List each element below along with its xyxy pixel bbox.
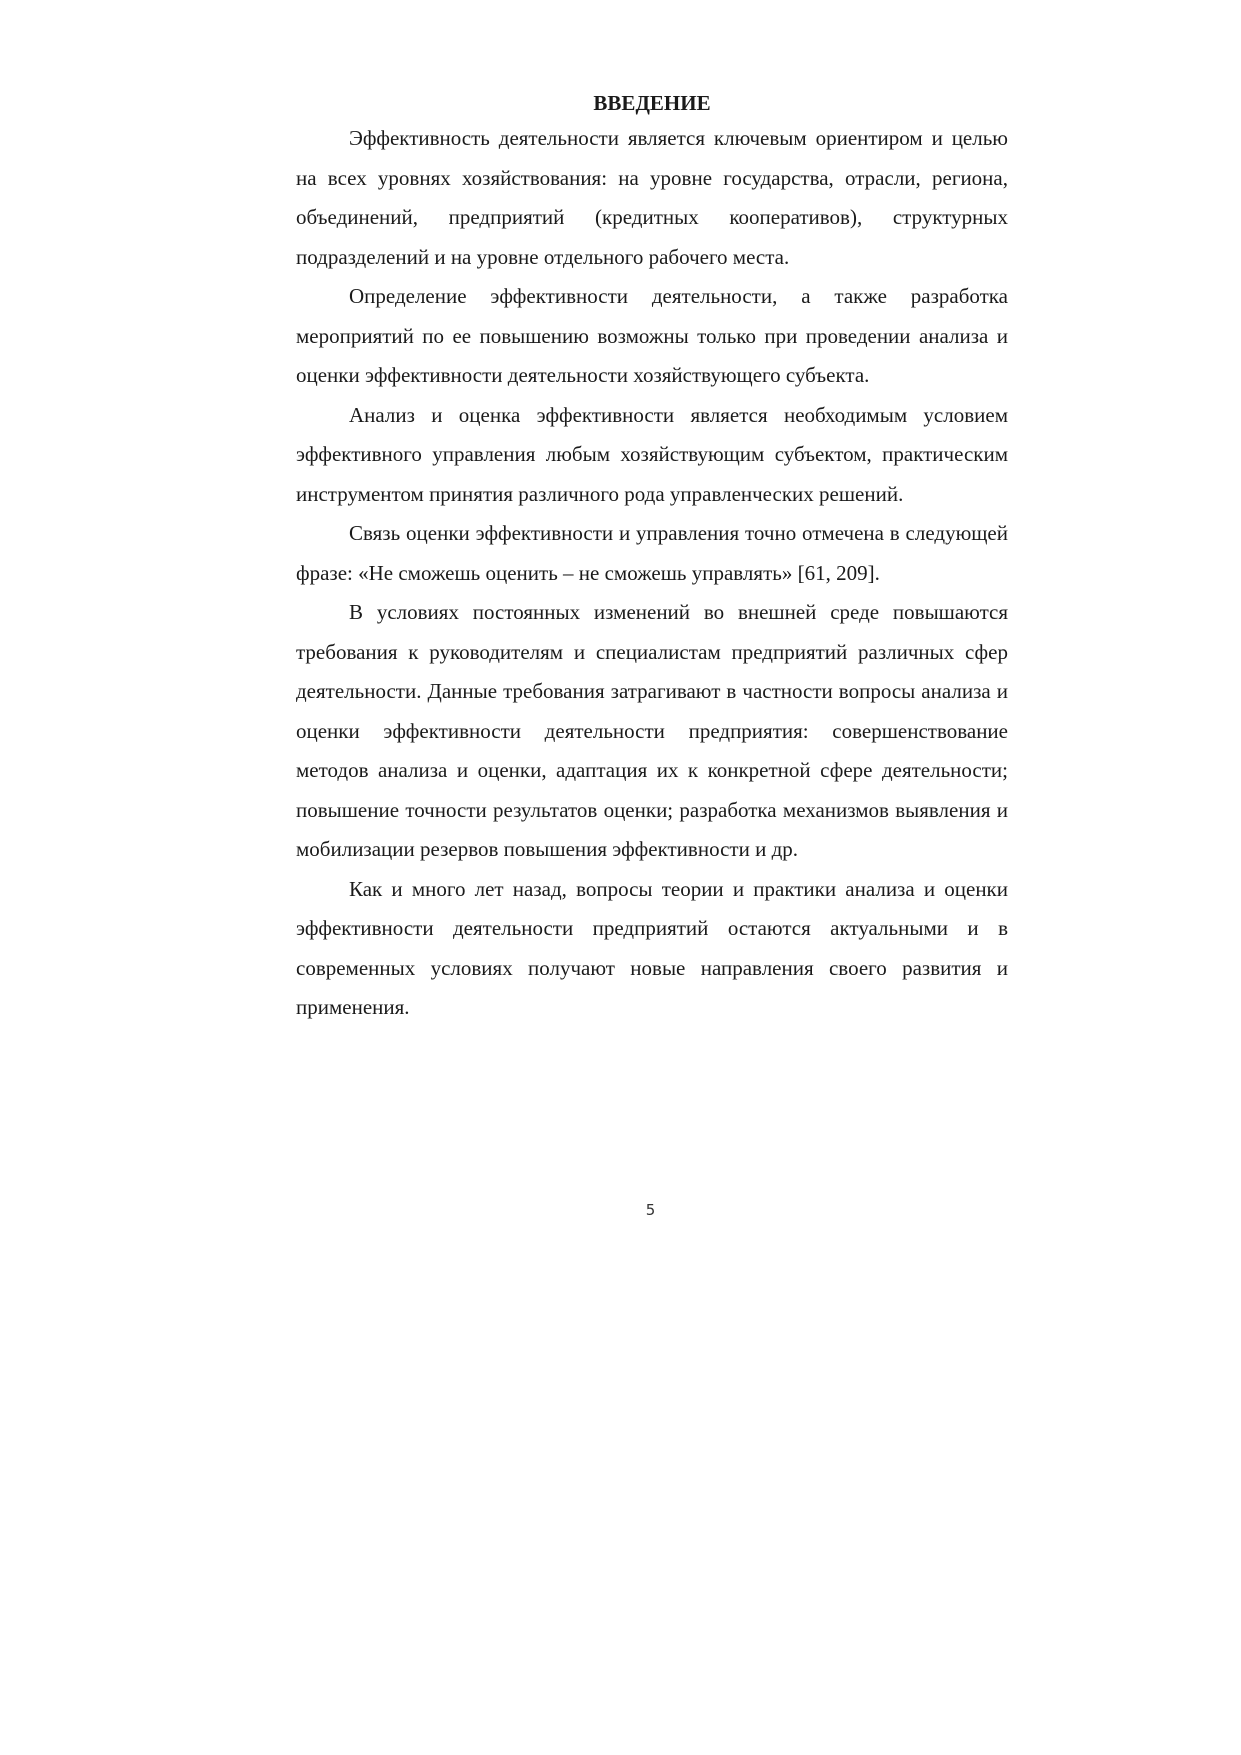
section-title: ВВЕДЕНИЕ [593, 91, 711, 115]
paragraph: Эффективность деятельности является ключевым ориентиром и целью на всех уровнях хозяйствования: на уровне государства, отрасли, региона, объединений, предприятий (кредитных кооперативов), структурных подразделений и на уровне отдельного рабочего места. [296, 126, 1008, 269]
paragraph: Определение эффективности деятельности, а также разработка мероприятий по ее повышению возможны только при проведении анализа и оценки эффективности деятельности хозяйствующего субъекта. [296, 284, 1008, 387]
paragraph: Как и много лет назад, вопросы теории и практики анализа и оценки эффективности деятельности предприятий остаются актуальными и в современных условиях получают новые направления своего развития и применения. [296, 876, 1008, 1019]
page-number: 5 [645, 1201, 656, 1219]
paragraph: В условиях постоянных изменений во внешней среде повышаются требования к руководителям и специалистам предприятий различных сфер деятельности. Данные требования затрагивают в частности вопросы анализа и оценки эффективности деятельности предприятия: совершенствование методов анализа и оценки, адаптация их к конкретной сфере деятельности; повышение точности результатов оценки; разработка механизмов выявления и мобилизации резервов повышения эффективности и др. [296, 600, 1008, 861]
page-content [296, 88, 1008, 1028]
paragraph: Связь оценки эффективности и управления точно отмечена в следующей фразе: «Не сможешь оценить – не сможешь управлять» [61, 209]. [296, 521, 1008, 585]
paragraph: Анализ и оценка эффективности является необходимым условием эффективного управления любым хозяйствующим субъектом, практическим инструментом принятия различного рода управленческих решений. [296, 402, 1008, 506]
